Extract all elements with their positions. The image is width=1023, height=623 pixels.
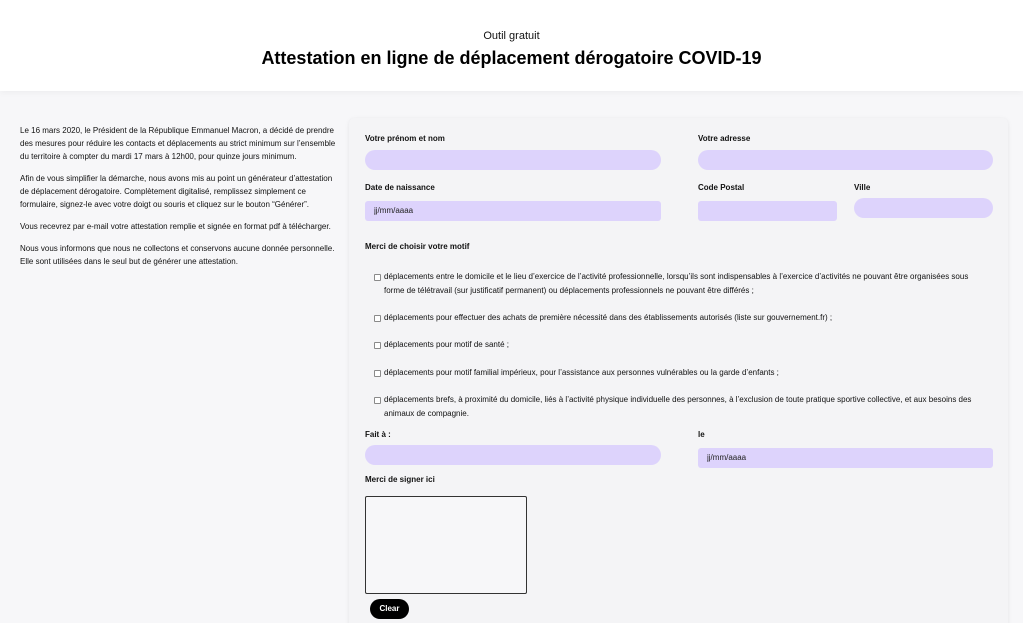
signature-label: Merci de signer ici <box>365 475 435 484</box>
motif-checkbox[interactable] <box>374 370 381 377</box>
intro-text <box>20 124 338 277</box>
city-input[interactable] <box>854 198 993 218</box>
signature-pad[interactable] <box>365 496 527 594</box>
intro-paragraph: Le 16 mars 2020, le Président de la République Emmanuel Macron, a décidé de prendre des mesures pour réduire les contacts et déplacements au strict minimum sur l’ensemble du territoire à compter du mardi 17 mars à 12h00, pour quinze jours minimum. <box>20 126 336 161</box>
motif-option-shopping[interactable] <box>374 311 989 325</box>
postal-code-input[interactable] <box>698 201 837 221</box>
birthdate-input[interactable] <box>365 201 661 221</box>
address-label: Votre adresse <box>698 134 751 143</box>
motif-text: déplacements entre le domicile et le lieu d’exercice de l’activité professionnelle, lorsqu’ils sont indispensables à l’exercice d’activités ne pouvant être organisées sous forme de télétravail (sur justificatif permanent) ou déplacements professionnels ne pouvant être différés ; <box>384 272 969 295</box>
motif-checkbox[interactable] <box>374 342 381 349</box>
name-input[interactable] <box>365 150 661 170</box>
name-label: Votre prénom et nom <box>365 134 445 143</box>
postal-code-label: Code Postal <box>698 183 745 192</box>
intro-paragraph: Afin de vous simplifier la démarche, nous avons mis au point un générateur d’attestation de déplacement dérogatoire. Complètement digitalisé, remplissez simplement ce formulaire, signez-le avec votre doigt ou souris et cliquez sur le bouton “Générer”. <box>20 174 333 209</box>
motif-checkbox[interactable] <box>374 315 381 322</box>
header-kicker: Outil gratuit <box>483 30 540 42</box>
page-header <box>0 0 1023 91</box>
motif-text: déplacements pour motif familial impérieux, pour l’assistance aux personnes vulnérables ou la garde d’enfants ; <box>384 368 779 377</box>
motif-checkbox[interactable] <box>374 274 381 281</box>
birthdate-label: Date de naissance <box>365 183 435 192</box>
page-title: Attestation en ligne de déplacement dérogatoire COVID-19 <box>261 48 762 68</box>
motif-text: déplacements pour motif de santé ; <box>384 340 509 349</box>
motif-option-exercise[interactable] <box>374 393 989 421</box>
motif-label: Merci de choisir votre motif <box>365 242 470 251</box>
intro-paragraph: Nous vous informons que nous ne collectons et conservons aucune donnée personnelle. Elle sont utilisées dans le seul but de générer une attestation. <box>20 244 335 266</box>
place-input[interactable] <box>365 445 661 465</box>
date-label: le <box>698 430 705 439</box>
attestation-form <box>349 118 1008 623</box>
motif-option-family[interactable] <box>374 366 989 380</box>
city-label: Ville <box>854 183 871 192</box>
place-label: Fait à : <box>365 430 391 439</box>
motif-text: déplacements brefs, à proximité du domicile, liés à l’activité physique individuelle des personnes, à l’exclusion de toute pratique sportive collective, et aux besoins des animaux de compagnie. <box>384 395 972 418</box>
intro-paragraph: Vous recevrez par e-mail votre attestation remplie et signée en format pdf à télécharger. <box>20 222 331 231</box>
date-input[interactable] <box>698 448 993 468</box>
address-input[interactable] <box>698 150 993 170</box>
motif-checkbox[interactable] <box>374 397 381 404</box>
motif-text: déplacements pour effectuer des achats de première nécessité dans des établissements autorisés (liste sur gouvernement.fr) ; <box>384 313 833 322</box>
motif-option-work[interactable] <box>374 270 989 298</box>
motif-option-health[interactable] <box>374 338 989 352</box>
clear-button[interactable]: Clear <box>370 599 409 619</box>
